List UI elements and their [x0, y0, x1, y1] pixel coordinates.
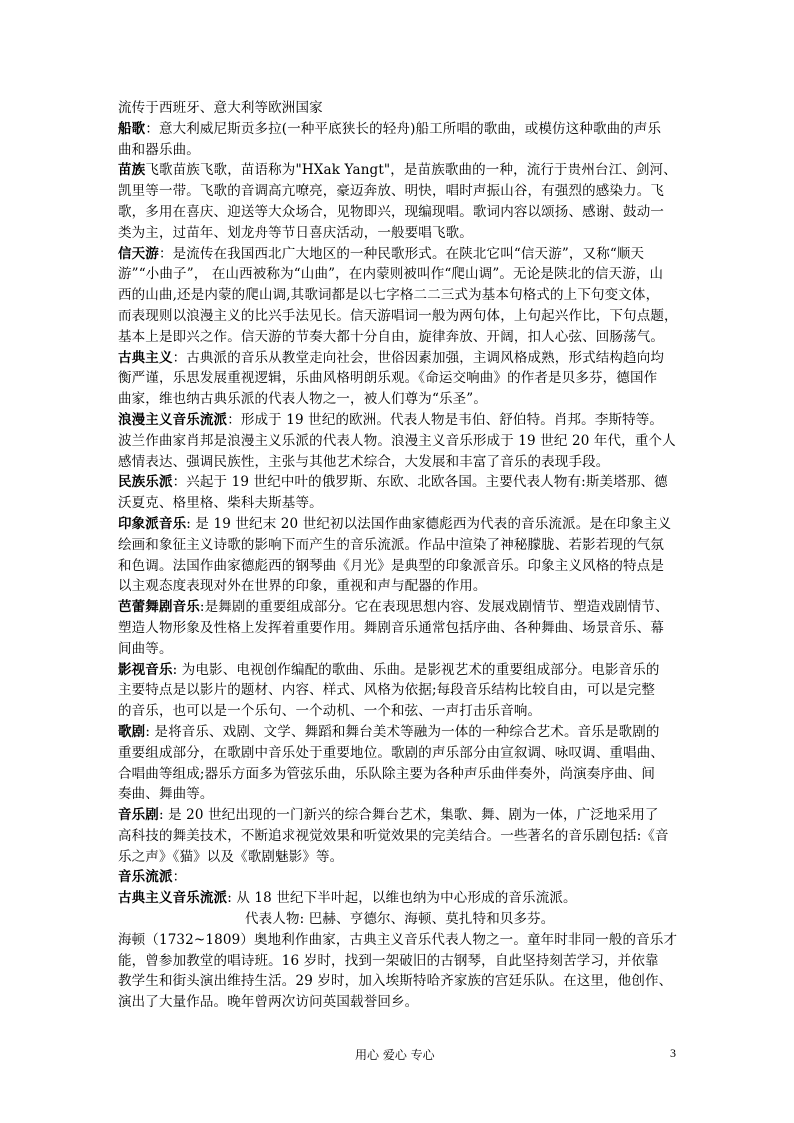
- text-line: [118, 389, 678, 410]
- term-heading: 影视音乐: [118, 661, 173, 678]
- text-line: [118, 909, 678, 930]
- line-text: 而表现则以浪漫主义的比兴手法见长。信天游唱词一般为两句体，上句起兴作比，下句点题，: [118, 307, 678, 324]
- text-line: [118, 930, 678, 951]
- text-line: [118, 701, 678, 722]
- text-line: [118, 680, 678, 701]
- text-line: [118, 784, 678, 805]
- line-text: : 是将音乐、戏剧、文学、舞蹈和舞台美术等融为一体的一种综合艺术。音乐是歌剧的: [145, 723, 660, 740]
- text-line: [118, 847, 678, 868]
- line-text: 奏曲、舞曲等。: [118, 786, 214, 803]
- text-line: [118, 119, 678, 140]
- line-text: 流传于西班牙、意大利等欧洲国家: [118, 100, 323, 116]
- line-text: 乐之声》《猫》以及《歌剧魅影》等。: [118, 848, 344, 865]
- line-text: 代表人物: 巴赫、亨德尔、海顿、莫扎特和贝多芬。: [245, 911, 555, 928]
- text-line: [118, 971, 678, 992]
- line-text: 类为主，过苗年、划龙舟等节日喜庆活动，一般要唱飞歌。: [118, 224, 473, 241]
- text-line: [118, 951, 678, 972]
- text-line: [118, 722, 678, 743]
- term-heading: 印象派音乐: [118, 515, 187, 532]
- term-heading: 民族乐派: [118, 474, 173, 491]
- text-line: [118, 368, 678, 389]
- text-line: [118, 743, 678, 764]
- text-line: [118, 597, 678, 618]
- text-line: [118, 556, 678, 577]
- line-text: : 是 19 世纪末 20 世纪初以法国作曲家德彪西为代表的音乐流派。是在印象主义: [186, 515, 672, 532]
- text-line: [118, 493, 678, 514]
- term-heading: 浪漫主义音乐流派: [118, 411, 228, 428]
- line-text: 歌，多用在喜庆、迎送等大众场合，见物即兴，现编现唱。歌词内容以颂扬、感谢、鼓动一: [118, 203, 664, 220]
- text-line: [118, 202, 678, 223]
- line-text: 基本上是即兴之作。信天游的节奏大都十分自由，旋律奔放、开阔，扣人心弦、回肠荡气。: [118, 328, 664, 345]
- line-text: ：是流传在我国西北广大地区的一种民歌形式。在陕北它叫“信天游”，又称“顺天: [158, 245, 645, 262]
- term-heading: 古典主义: [118, 349, 173, 366]
- text-line: [118, 223, 678, 244]
- text-line: [118, 285, 678, 306]
- line-text: 曲家，维也纳古典乐派的代表人物之一，被人们尊为“乐圣”。: [118, 391, 488, 408]
- text-line: [118, 348, 678, 369]
- term-heading: 苗族: [118, 162, 146, 179]
- text-line: [118, 639, 678, 660]
- text-line: [118, 410, 678, 431]
- line-text: : 为电影、电视创作编配的歌曲、乐曲。是影视艺术的重要组成部分。电影音乐的: [172, 661, 660, 678]
- line-text: : 从 18 世纪下半叶起，以维也纳为中心形成的音乐流派。: [227, 890, 577, 907]
- text-line: [118, 181, 678, 202]
- line-text: 沃夏克、格里格、柴科夫斯基等。: [118, 495, 323, 512]
- line-text: 演出了大量作品。晚年曾两次访问英国载誉回乡。: [118, 994, 419, 1011]
- line-text: 波兰作曲家肖邦是浪漫主义乐派的代表人物。浪漫主义音乐形成于 19 世纪 20 年代，重个人: [118, 432, 676, 449]
- line-text: 高科技的舞美技术，不断追求视觉效果和听觉效果的完美结合。一些著名的音乐剧包括:《音: [118, 827, 669, 844]
- line-text: ：: [172, 869, 187, 886]
- line-text: 教学生和街头演出维持生活。29 岁时，加入埃斯特哈齐家族的宫廷乐队。在这里，他创作、: [118, 973, 673, 990]
- line-text: 塑造人物形象及性格上发挥着重要作用。舞剧音乐通常包括序曲、各种舞曲、场景音乐、幕: [118, 619, 664, 636]
- text-line: [118, 431, 678, 452]
- term-heading: 歌剧: [118, 723, 146, 740]
- text-line: [118, 327, 678, 348]
- text-line: [118, 452, 678, 473]
- line-text: : 是 20 世纪出现的一门新兴的综合舞台艺术，集歌、舞、剧为一体，广泛地采用了: [158, 807, 659, 824]
- line-text: 飞歌苗族飞歌，苗语称为"HXak Yangt"，是苗族歌曲的一种，流行于贵州台江、剑河、: [145, 162, 677, 179]
- text-line: [118, 888, 678, 909]
- document-body: [118, 98, 678, 1013]
- line-text: 主要特点是以影片的题材、内容、样式、风格为依据;每段音乐结构比较自由，可以是完整: [118, 682, 656, 699]
- text-line: [118, 805, 678, 826]
- text-line: [118, 160, 678, 181]
- term-heading: 音乐剧: [118, 807, 159, 824]
- text-line: [118, 992, 678, 1013]
- text-line: [118, 867, 678, 888]
- line-text: :是舞剧的重要组成部分。它在表现思想内容、发展戏剧情节、塑造戏剧情节、: [199, 599, 669, 616]
- line-text: 西的山曲,还是内蒙的爬山调,其歌词都是以七字格二二三式为基本句格式的上下句变文体，: [118, 287, 660, 304]
- text-line: [118, 264, 678, 285]
- text-line: [118, 660, 678, 681]
- term-heading: 信天游: [118, 245, 159, 262]
- text-line: [118, 472, 678, 493]
- text-line: [118, 98, 678, 119]
- text-line: [118, 140, 678, 161]
- text-line: [118, 514, 678, 535]
- text-line: [118, 826, 678, 847]
- text-line: [118, 244, 678, 265]
- text-line: [118, 576, 678, 597]
- term-heading: 古典主义音乐流派: [118, 890, 228, 907]
- line-text: 海顿（1732~1809）奥地利作曲家，古典主义音乐代表人物之一。童年时非同一般的音乐才: [118, 931, 678, 948]
- line-text: 重要组成部分，在歌剧中音乐处于重要地位。歌剧的声乐部分由宣叙调、咏叹调、重唱曲、: [118, 744, 664, 761]
- footer-motto: 用心 爱心 专心: [355, 1048, 435, 1062]
- text-line: [118, 306, 678, 327]
- line-text: 的音乐，也可以是一个乐句、一个动机、一个和弦、一声打击乐音响。: [118, 703, 542, 720]
- line-text: 能，曾参加教堂的唱诗班。16 岁时，找到一架破旧的古钢琴，自此坚持刻苦学习，并依靠: [118, 952, 659, 969]
- line-text: 绘画和象征主义诗歌的影响下而产生的音乐流派。作品中渲染了神秘朦胧、若影若现的气氛: [118, 536, 664, 553]
- term-heading: 音乐流派: [118, 869, 173, 886]
- line-text: ：意大利威尼斯贡多拉(一种平底狭长的轻舟)船工所唱的歌曲，或模仿这种歌曲的声乐: [145, 120, 662, 137]
- line-text: 合唱曲等组成;器乐方面多为管弦乐曲，乐队除主要为各种声乐曲伴奏外，尚演奏序曲、间: [118, 765, 656, 782]
- text-line: [118, 618, 678, 639]
- line-text: ：兴起于 19 世纪中叶的俄罗斯、东欧、北欧各国。主要代表人物有:斯美塔那、德: [172, 474, 668, 491]
- line-text: 曲和器乐曲。: [118, 141, 200, 158]
- line-text: 衡严谨，乐思发展重视逻辑，乐曲风格明朗乐观。《命运交响曲》的作者是贝多芬，德国作: [118, 370, 658, 387]
- text-line: [118, 535, 678, 556]
- line-text: 感情表达、强调民族性，主张与其他艺术综合，大发展和丰富了音乐的表现手段。: [118, 453, 610, 470]
- text-line: [118, 764, 678, 785]
- page-number: 3: [670, 1046, 676, 1060]
- term-heading: 船歌: [118, 120, 146, 137]
- line-text: 和色调。法国作曲家德彪西的钢琴曲《月光》是典型的印象派音乐。印象主义风格的特点是: [118, 557, 664, 574]
- line-text: 以主观态度表现对外在世界的印象，重视和声与配器的作用。: [118, 578, 487, 595]
- line-text: 凯里等一带。飞歌的音调高亢嘹亮，豪迈奔放、明快，唱时声振山谷，有强烈的感染力。飞: [118, 183, 664, 200]
- line-text: 游”“小曲子”， 在山西被称为“山曲”，在内蒙则被叫作“爬山调”。无论是陕北的信天游，山: [118, 266, 664, 283]
- term-heading: 芭蕾舞剧音乐: [118, 599, 200, 616]
- line-text: 间曲等。: [118, 640, 173, 657]
- line-text: ：形成于 19 世纪的欧洲。代表人物是韦伯、舒伯特。肖邦。李斯特等。: [227, 411, 664, 428]
- line-text: ：古典派的音乐从教堂走向社会，世俗因素加强，主调风格成熟，形式结构趋向均: [172, 349, 665, 366]
